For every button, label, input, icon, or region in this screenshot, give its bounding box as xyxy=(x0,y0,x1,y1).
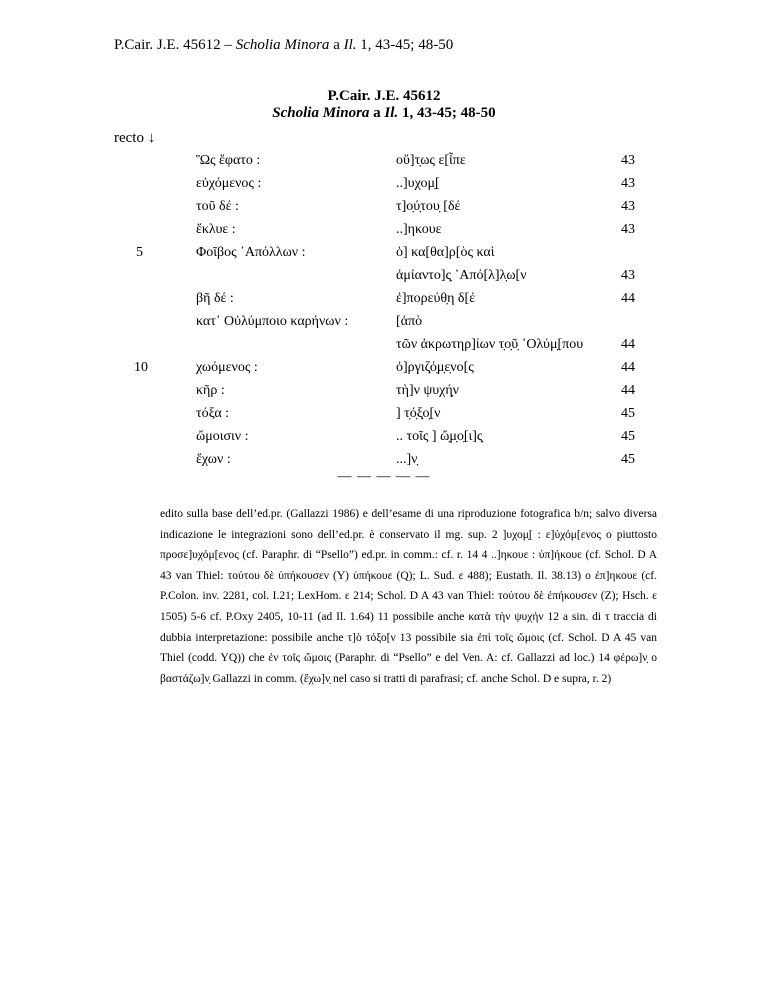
verse-ref: 43 xyxy=(621,222,635,237)
verse-ref: 44 xyxy=(621,360,635,375)
papyrus-text: οὕ]τ̣ως ε[ἶπε xyxy=(396,153,466,168)
text-row xyxy=(0,268,768,290)
verse-ref: 45 xyxy=(621,406,635,421)
running-head-prefix: P.Cair. J.E. 45612 – xyxy=(114,37,236,53)
section-divider: — — — — — xyxy=(337,469,431,484)
papyrus-text: .. τοῖς ] ὤ̣μ̣ο̣[ι]ς̣ xyxy=(396,429,483,444)
text-row xyxy=(0,176,768,198)
text-row xyxy=(0,314,768,336)
running-head-middle: a xyxy=(329,37,344,53)
text-row xyxy=(0,429,768,451)
running-head-title: Scholia Minora xyxy=(235,37,330,53)
lemma: Ὣς ἔφατο : xyxy=(196,153,261,168)
verse-ref: 45 xyxy=(621,452,635,467)
papyrus-text: [ἀπὸ xyxy=(396,314,423,329)
lemma: ἔκλυε : xyxy=(196,222,236,237)
running-head xyxy=(114,37,453,54)
page-title xyxy=(0,88,768,122)
lemma: εὐχόμενος : xyxy=(196,176,262,191)
critical-apparatus xyxy=(160,504,657,689)
title-middle: a xyxy=(369,105,385,121)
title-suffix: 1, 43-45; 48-50 xyxy=(398,105,496,121)
line-number: 5 xyxy=(136,245,143,260)
lemma: ἔχων : xyxy=(196,452,231,467)
apparatus-text: edito sulla base dell’ed.pr. (Gallazzi 1986) e dell’esame di una riproduzione fotografica b/n; salvo diversa indicazione le integrazioni sono dell’ed.pr. è conservato il mg. sup. 2 ]υχομ̣[ : ε]ὐχόμ[ενος o piuttosto προσε]υχόμ[ενος (cf. Paraphr. di “Psello”) ed.pr. in comm.: cf. r. 14 4 ..]ηκουε : ὑπ]ήκουε (cf. Schol. D A 43 van Thiel: τούτου δὲ ὑπήκουσεν (Y) ὑπήκουε (Q); L. Sud. ε 488); Eustath. Il. 38.13) o ἐπ]ηκουε (cf. P.Colon. inv. 2281, col. I.21; LexHom. ε 214; Schol. D A 43 van Thiel: τούτου δὲ ἐπήκουσεν (Z); Hsch. ε 1505) 5-6 cf. P.Oxy 2405, 10-11 (ad Il. 1.64) 11 possibile anche κατὰ τὴν ψυχήν 12 a sin. di τ traccia di dubbia interpretazione: possibile anche τ]ὸ τόξο[ν 13 possibile sia ἐπὶ τοῖς ὤμοις (cf. Schol. D A 45 van Thiel (codd. YQ)) che ἐν τοῖς ὤμοις (Paraphr. di “Psello” e del Ven. A: cf. Gallazzi ad loc.) 14 φέρω]ν̣ o βαστάζω]ν̣ Gallazzi in comm. (ἔχω]ν̣ nel caso si tratti di parafrasi; cf. anche Schol. D e supra, r. 2) xyxy=(160,508,657,685)
papyrus-text: ὁ] κα[θα]ρ[ὸς καὶ xyxy=(396,245,495,260)
papyrus-text: τ]ο̣ύ̣του̣ [δέ xyxy=(396,199,461,214)
text-row xyxy=(0,360,768,382)
lemma: βῆ δέ : xyxy=(196,291,234,306)
lemma: χωόμενος : xyxy=(196,360,258,375)
papyrus-text: ..]ηκουε xyxy=(396,222,442,237)
lemma: Φοῖβος ᾿Απόλλων : xyxy=(196,245,306,260)
verse-ref: 45 xyxy=(621,429,635,444)
title-book: Il. xyxy=(384,105,399,121)
verse-ref: 44 xyxy=(621,291,635,306)
line-number: 10 xyxy=(134,360,148,375)
running-head-book: Il. xyxy=(343,37,357,53)
papyrus-text: ...]ν̣ xyxy=(396,452,418,467)
papyrus-text: τῶν ἀκρωτηρ]ίων τ̣ο̣ῦ̣ ᾿Ολύμ̣[που xyxy=(396,337,584,352)
verse-ref: 44 xyxy=(621,383,635,398)
lemma: ὤμοισιν : xyxy=(196,429,249,444)
papyrus-text: τὴ]ν ψυχή̣ν xyxy=(396,383,459,398)
papyrus-text: ] τ̣ό̣ξ̣ο̣[ν xyxy=(396,406,441,421)
lemma: τόξα : xyxy=(196,406,230,421)
text-row xyxy=(0,337,768,359)
running-head-suffix: 1, 43-45; 48-50 xyxy=(356,37,454,53)
verse-ref: 43 xyxy=(621,268,635,283)
papyrus-text: ἐ]πορεύθ̣η δ[έ xyxy=(396,291,476,306)
title-work: Scholia Minora xyxy=(272,105,370,121)
verse-ref: 43 xyxy=(621,199,635,214)
verse-ref: 43 xyxy=(621,176,635,191)
text-row xyxy=(0,291,768,313)
text-row xyxy=(0,383,768,405)
text-row xyxy=(0,245,768,267)
papyrus-text: ὀ]ργιζ̣ό̣μ̣ε̣νο[ς xyxy=(396,360,474,375)
text-row xyxy=(0,199,768,221)
lemma: τοῦ δέ : xyxy=(196,199,239,214)
text-row xyxy=(0,153,768,175)
verse-ref: 43 xyxy=(621,153,635,168)
papyrus-text: ..]υχομ̣[ xyxy=(396,176,440,191)
lemma: κατ᾿ Οὐλύμποιο καρήνων : xyxy=(196,314,349,329)
text-row xyxy=(0,406,768,428)
papyrus-text: ἀμίαντο]ς̣ ᾿Από[λ]λ̣ω[ν xyxy=(396,268,527,283)
title-line-1: P.Cair. J.E. 45612 xyxy=(327,88,441,104)
verse-ref: 44 xyxy=(621,337,635,352)
title-line-2 xyxy=(0,105,768,122)
side-label: recto ↓ xyxy=(114,130,156,146)
lemma: κῆρ : xyxy=(196,383,225,398)
text-row xyxy=(0,222,768,244)
